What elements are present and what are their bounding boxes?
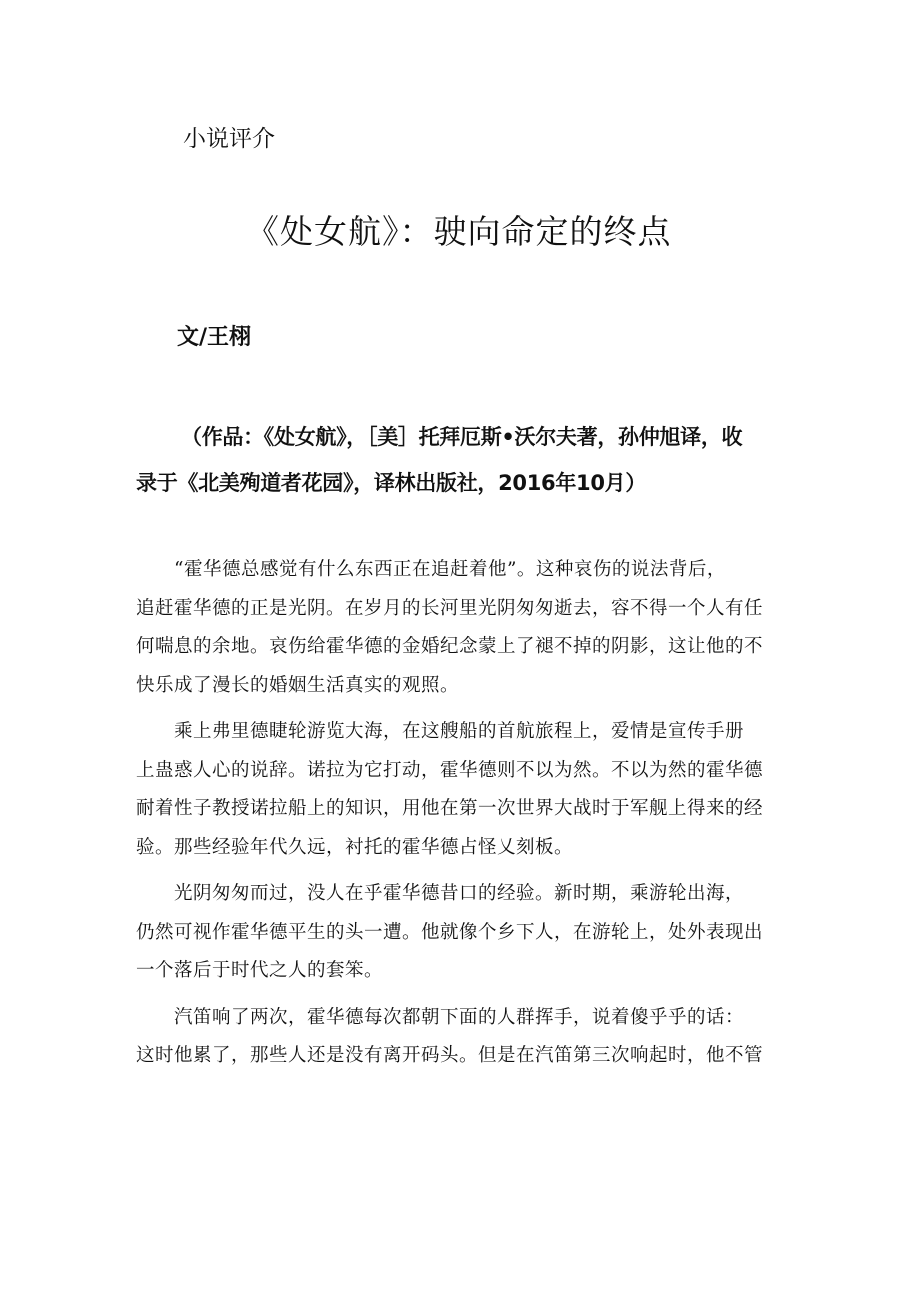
paragraph-line: 快乐成了漫长的婚姻生活真实的观照。 [136, 674, 460, 696]
paragraph-line: 汽笛响了两次，霍华德每次都朝下面的人群挥手，说着傻乎乎的话： [174, 1006, 745, 1028]
article-title: 《处女航》：驶向命定的终点 [246, 212, 672, 251]
paragraph-line: 验。那些经验年代久远，衬托的霍华德占怪乂刻板。 [136, 836, 574, 858]
paragraph-line: “霍华德总感觉有什么东西正在追赶着他”。这种哀伤的说法背后， [174, 559, 726, 580]
paragraph-line: 耐着性子教授诺拉船上的知识，用他在第一次世界大战时于军舰上得来的经 [136, 798, 764, 819]
paragraph-line: 乘上弗里德睫轮游览大海，在这艘船的首航旅程上，爱情是宣传手册 [174, 721, 745, 742]
paragraph [136, 551, 796, 705]
work-info-line: 录于《北美殉道者花园》，译林出版社，2016年10月） [136, 471, 647, 495]
work-info-line: （作品：《处女航》，［美］托拜厄斯•沃尔夫著，孙仲旭译，收 [181, 425, 743, 449]
article-body [136, 551, 796, 1084]
paragraph-line: 这时他累了，那些人还是没有离开码头。但是在汽笛第三次响起时，他不管 [136, 1045, 764, 1066]
paragraph-line: 追赶霍华德的正是光阴。在岁月的长河里光阴匆匆逝去，容不得一个人有任 [136, 597, 764, 619]
paragraph-line: 何喘息的余地。哀伤给霍华德的金婚纪念蒙上了褪不掉的阴影，这让他的不 [136, 636, 764, 657]
paragraph-line: 仍然可视作霍华德平生的头一遭。他就像个乡下人，在游轮上，处外表现出 [136, 921, 764, 943]
work-info [136, 414, 800, 506]
author-byline: 文/王栩 [177, 325, 252, 350]
paragraph-line: 一个落后于时代之人的套笨。 [136, 960, 384, 981]
paragraph [136, 999, 796, 1076]
paragraph [136, 713, 796, 867]
paragraph-line: 上蛊惑人心的说辞。诺拉为它打动，霍华德则不以为然。不以为然的霍华德 [136, 759, 764, 781]
paragraph [136, 875, 796, 991]
paragraph-line: 光阴匆匆而过，没人在乎霍华德昔口的经验。新时期，乘游轮出海， [174, 883, 745, 904]
section-label: 小说评介 [183, 126, 275, 152]
